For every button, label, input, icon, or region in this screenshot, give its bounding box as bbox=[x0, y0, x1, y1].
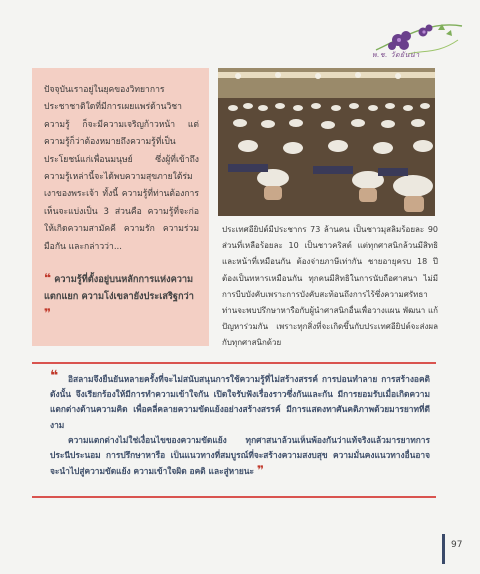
band-paragraph-2-text: ความแตกต่างไม่ใช่เงื่อนไขของความขัดแย้ง ทุกศาสนาล้วนเห็นพ้องกันว่าแท้จริงแล้วมารยาทการประนีประนอม การปรึกษาหารือ เป็นแนวทางที่สมบูรณ์ที่จะสร้างความสงบสุข ความมั่นคงแนวทางอื่นอาจจะนำไปสู่ความขัดแย้ง ความเข้าใจผิด อคติ และสู่หายนะ bbox=[50, 434, 430, 477]
page-number: 97 bbox=[451, 540, 463, 550]
body-paragraph: ประเทศอียิปต์มีประชากร 73 ล้านคน เป็นชาวมุสลิมร้อยละ 90 ส่วนที่เหลือร้อยละ 10 เป็นชาวคริสต์ แต่ทุกศาสนิกล้วนมีสิทธิและหน้าที่เหมือนกัน ต้องจ่ายภาษีเท่ากัน ชายอายุครบ 18 ปี ต้องเป็นทหารเหมือนกัน ทุกคนมีสิทธิในการนับถือศาสนา ไม่มีการบีบบังคับเพราะการบังคับสะท้อนถึงการไร้ซึ่งความศรัทธา ท่านจะพบปรึกษาหารือกับผู้นำศาสนิกอื่นเพื่อวางแผน พัฒนา แก้ปัญหาร่วมกัน เพราะทุกสิ่งที่จะเกิดขึ้นกับประเทศอียิปต์จะส่งผลกับทุกศาสนิกด้วย bbox=[222, 225, 438, 348]
page-number-bar bbox=[442, 534, 445, 564]
close-quote-mark: ❞ bbox=[44, 306, 52, 321]
pull-quote-text: ความรู้ที่ตั้งอยู่บนหลักการแห่งความแตกแยก ความโง่เขลายังประเสริฐกว่า bbox=[44, 274, 194, 303]
logo-caption: พ.ช. วัดยันน่า bbox=[372, 51, 420, 59]
band-paragraph-1: อิสลามจึงยืนยันหลายครั้งที่จะไม่สนับสนุนการใช้ความรู้ที่ไม่สร้างสรรค์ การบ่อนทำลาย การสร้างอคติ ดังนั้น จึงเรียกร้องให้มีการทำความเข้าใจกัน เปิดใจรับฟังเรื่องราวซึ่งกันและกัน มีการยอมรับเมื่อเกิดความแตกต่างด้านความคิด เพื่อคลี่คลายความขัดแย้งอย่างสร้างสรรค์ มีการแสดงทาศันคติภาพด้วยมารยาทที่ดีงาม bbox=[50, 374, 430, 430]
band-paragraph-2 bbox=[50, 433, 430, 480]
pull-quote bbox=[44, 270, 199, 323]
photo-illustration bbox=[218, 68, 435, 216]
band-open-quote-mark: ❝ bbox=[50, 368, 59, 384]
open-quote-mark: ❝ bbox=[44, 271, 52, 286]
assembly-photo bbox=[218, 68, 435, 216]
band-text bbox=[50, 372, 430, 479]
band-close-quote-mark: ❞ bbox=[256, 463, 265, 478]
sidebar-box bbox=[32, 68, 209, 346]
quote-band bbox=[32, 362, 436, 498]
sidebar-paragraph: ปัจจุบันเราอยู่ในยุคของวิทยาการประชาชาติใดที่มีการเผยแพร่ด้านวิชาความรู้ ก็จะมีความเจริญก้าวหน้า แต่ความรู้ก็ว่าต้องหมายถึงความรู้ที่เป็นประโยชน์แก่เพื่อนมนุษย์ ซึ่งผู้ที่เข้าถึงความรู้เหล่านี้จะได้พบความสุขภายใต้ร่มเงาของพระเจ้า ทั้งนี้ ความรู้ที่ท่านต้องการเห็นจะแบ่งเป็น 3 ส่วนคือ ความรู้ที่จะก่อให้เกิดความสามัคคี ความรัก ความร่วมมือกัน และกล่าวว่า... bbox=[44, 85, 199, 252]
